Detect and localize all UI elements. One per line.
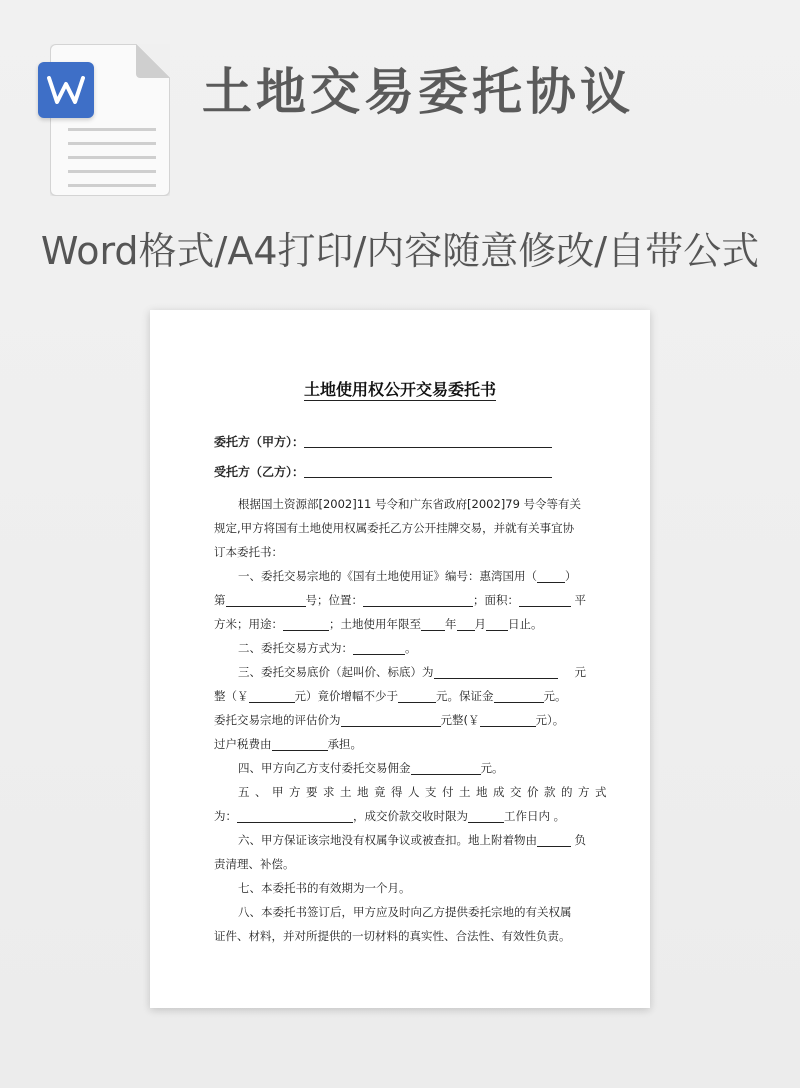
blank [434,665,558,679]
blank [468,809,504,823]
clause-3-line-2 [214,684,586,708]
file-line [68,184,156,187]
clause-3-text: 元）。 [535,713,565,727]
blank [457,617,475,631]
blank [226,593,306,607]
clause-5-text: ，成交价款交收时限为 [353,809,468,823]
document-body [214,492,612,948]
clause-3-text: 过户税费由 [214,737,272,751]
clause-2-text: 。 [405,641,417,655]
blank [421,617,445,631]
intro-line-2: 规定,甲方将国有土地使用权属委托乙方公开挂牌交易，并就有关事宜协 [214,521,575,535]
word-file-icon [38,44,172,198]
clause-8-line-1: 八、本委托书签订后，甲方应及时向乙方提供委托宗地的有关权属 [238,905,572,919]
clause-3-text: 三、委托交易底价（起叫价、标底）为 [238,665,434,679]
clause-5-text: 工作日内 。 [504,809,566,823]
clause-1-text: ） [565,569,577,583]
party-b-blank [304,464,552,478]
blank [353,641,405,655]
clause-1-text: 一、委托交易宗地的《国有土地使用证》编号：惠湾国用（ [238,569,537,583]
clause-1-line-1 [214,564,586,588]
file-line [68,128,156,131]
clause-4-text: 四、甲方向乙方支付委托交易佣金 [238,761,411,775]
clause-3-text: 委托交易宗地的评估价为 [214,713,341,727]
clause-1-text: 年 [445,617,457,631]
clause-1-text: ；土地使用年限至 [329,617,421,631]
party-b-line [214,460,552,484]
intro-line-3: 订本委托书： [214,545,283,559]
clause-1-line-3 [214,612,586,636]
blank [272,737,328,751]
file-line [68,170,156,173]
clause-6-line-2: 责清理、补偿。 [214,857,295,871]
clause-1-line-2 [214,588,586,612]
blank [237,809,353,823]
party-b-label: 受托方（乙方）： [214,465,305,479]
blank [283,617,329,631]
blank [537,833,571,847]
clause-1-text: 平 [574,593,586,607]
clause-3-text: 元。保证金 [436,689,494,703]
blank [537,569,565,583]
blank [480,713,536,727]
clause-3-text: 承担。 [327,737,362,751]
clause-1-text: 第 [214,593,226,607]
file-fold-corner [136,44,170,78]
document-title [150,378,650,402]
clause-2-text: 二、委托交易方式为： [238,641,353,655]
page-title: 土地交易委托协议 [202,63,634,121]
clause-3-line-4 [214,732,586,756]
blank [519,593,571,607]
blank [494,689,544,703]
clause-5-line-1: 五、甲方要求土地竟得人支付土地成交价款的方式 [238,785,612,799]
clause-6-text: 六、甲方保证该宗地没有权属争议或被查扣。地上附着物由 [238,833,537,847]
blank [486,617,508,631]
blank [398,689,436,703]
clause-3-text: 元 [574,665,586,679]
blank [249,689,295,703]
document-page [150,310,650,1008]
clause-3-line-1 [214,660,586,684]
clause-3-text: 元）竟价增幅不少于 [294,689,398,703]
party-a-label: 委托方（甲方）： [214,435,305,449]
clause-4 [214,756,586,780]
clause-3-line-3 [214,708,586,732]
clause-1-text: 月 [474,617,486,631]
blank [411,761,481,775]
clause-6-text: 负 [574,833,586,847]
party-a-blank [304,434,552,448]
intro-line-1: 根据国土资源部[2002]11 号令和广东省政府[2002]79 号令等有关 [238,497,582,511]
clause-3-text: 元。 [543,689,567,703]
clause-5-text: 为： [214,809,237,823]
clause-4-text: 元。 [480,761,504,775]
file-line [68,142,156,145]
document-title-text: 土地使用权公开交易委托书 [303,380,496,399]
clause-1-text: 日止。 [508,617,543,631]
clause-3-text: 元整(￥ [440,713,480,727]
clause-8-line-2: 证件、材料，并对所提供的一切材料的真实性、合法性、有效性负责。 [214,929,571,943]
clause-7: 七、本委托书的有效期为一个月。 [238,881,411,895]
file-line [68,156,156,159]
party-a-line [214,430,552,454]
clause-1-text: ；面积： [473,593,519,607]
page-subtitle: Word格式/A4打印/内容随意修改/自带公式 [40,229,760,273]
blank [341,713,441,727]
clause-3-text: 整（￥ [214,689,249,703]
clause-2 [214,636,586,660]
blank [363,593,473,607]
word-w-icon [38,62,94,118]
clause-6-line-1 [214,828,586,852]
clause-1-text: 号；位置： [305,593,363,607]
clause-5-line-2 [214,804,586,828]
clause-1-text: 方米；用途： [214,617,283,631]
